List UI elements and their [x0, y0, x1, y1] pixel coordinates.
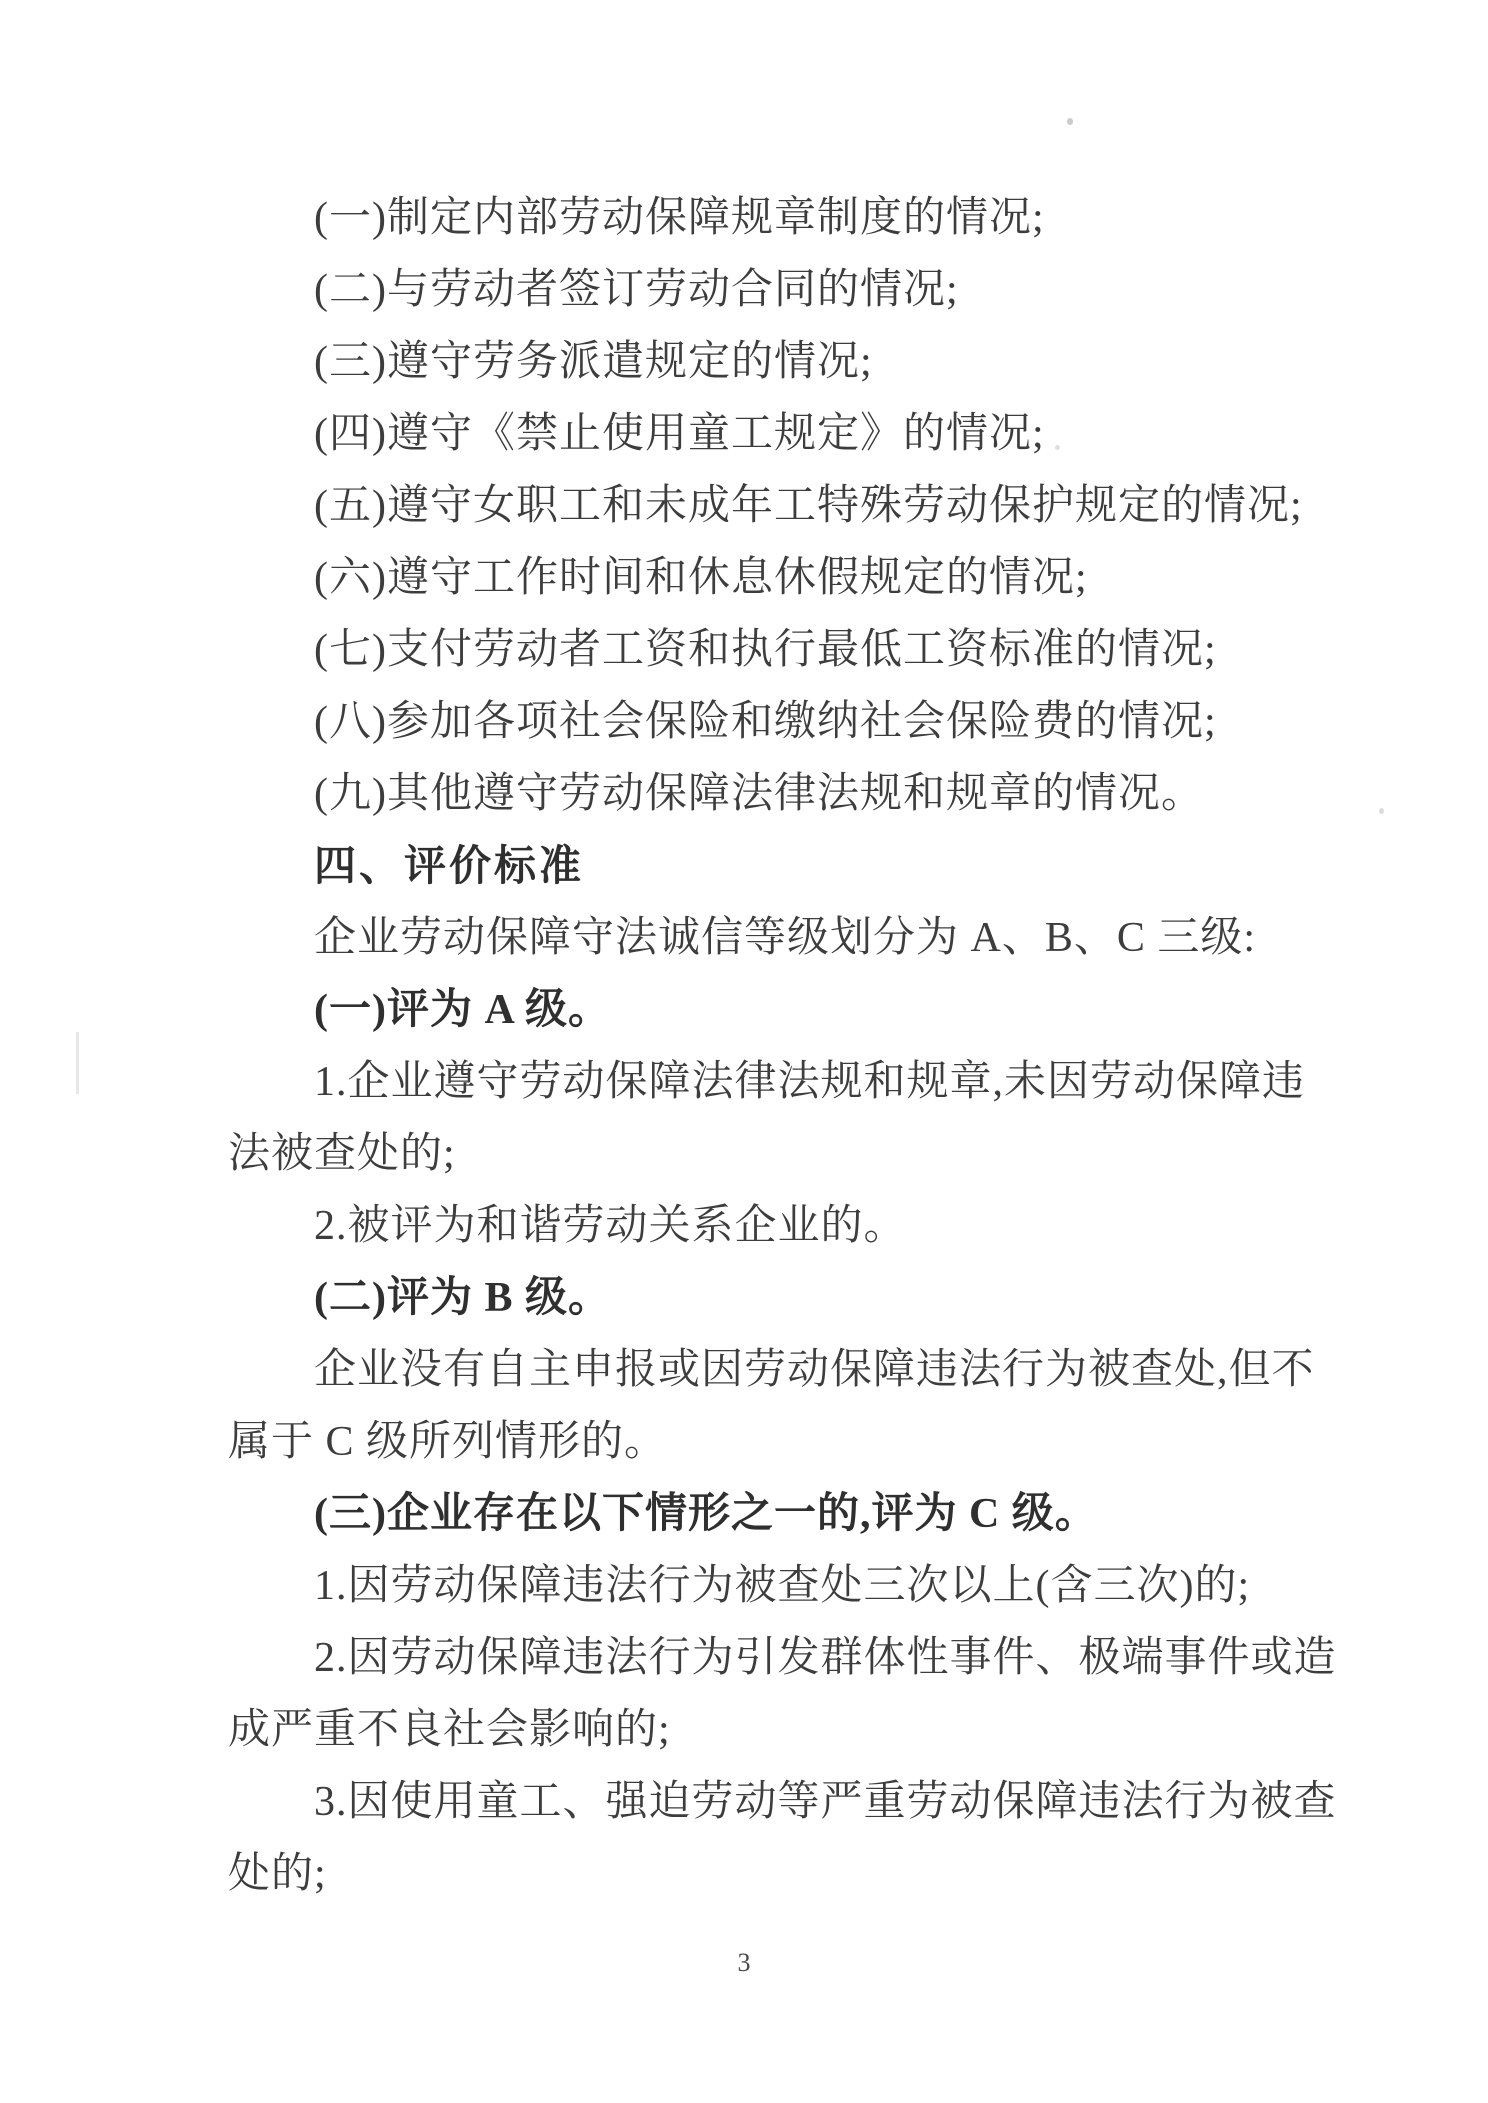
section-heading: 四、评价标准 — [314, 842, 585, 889]
paragraph-c2-line1: 2.因劳动保障违法行为引发群体性事件、极端事件或造 — [314, 1635, 1337, 1681]
document-body — [228, 182, 1358, 1910]
list-item-5: (五)遵守女职工和未成年工特殊劳动保护规定的情况; — [314, 483, 1303, 529]
list-item-8: (八)参加各项社会保险和缴纳社会保险费的情况; — [314, 699, 1217, 745]
paragraph-c3-line2: 处的; — [228, 1851, 327, 1897]
list-item-2: (二)与劳动者签订劳动合同的情况; — [314, 267, 959, 313]
list-item-1: (一)制定内部劳动保障规章制度的情况; — [314, 195, 1045, 241]
paragraph-a1-line1: 1.企业遵守劳动保障法律法规和规章,未因劳动保障违 — [314, 1059, 1306, 1105]
paragraph-c1: 1.因劳动保障违法行为被查处三次以上(含三次)的; — [314, 1563, 1251, 1609]
list-item-7: (七)支付劳动者工资和执行最低工资标准的情况; — [314, 627, 1217, 673]
scan-speck — [1067, 118, 1073, 125]
list-item-9: (九)其他遵守劳动保障法律法规和规章的情况。 — [314, 771, 1204, 817]
subheading-grade-a: (一)评为 A 级。 — [314, 987, 611, 1033]
paragraph-b-line2: 属于 C 级所列情形的。 — [228, 1419, 668, 1465]
paragraph-grades-intro: 企业劳动保障守法诚信等级划分为 A、B、C 三级: — [314, 915, 1257, 961]
paragraph-c2-line2: 成严重不良社会影响的; — [228, 1707, 671, 1753]
scan-smudge — [76, 1032, 79, 1094]
scan-speck — [1055, 445, 1060, 450]
paragraph-c3-line1: 3.因使用童工、强迫劳动等严重劳动保障违法行为被查 — [314, 1779, 1337, 1825]
subheading-grade-b: (二)评为 B 级。 — [314, 1275, 611, 1321]
list-item-6: (六)遵守工作时间和休息休假规定的情况; — [314, 555, 1088, 601]
list-item-4: (四)遵守《禁止使用童工规定》的情况; — [314, 411, 1045, 457]
paragraph-b-line1: 企业没有自主申报或因劳动保障违法行为被查处,但不 — [314, 1347, 1315, 1393]
list-item-3: (三)遵守劳务派遣规定的情况; — [314, 339, 873, 385]
paragraph-a2: 2.被评为和谐劳动关系企业的。 — [314, 1203, 907, 1249]
scan-speck — [1379, 808, 1384, 814]
page-number: 3 — [737, 1948, 751, 1977]
subheading-grade-c: (三)企业存在以下情形之一的,评为 C 级。 — [314, 1491, 1098, 1537]
paragraph-a1-line2: 法被查处的; — [228, 1131, 456, 1177]
